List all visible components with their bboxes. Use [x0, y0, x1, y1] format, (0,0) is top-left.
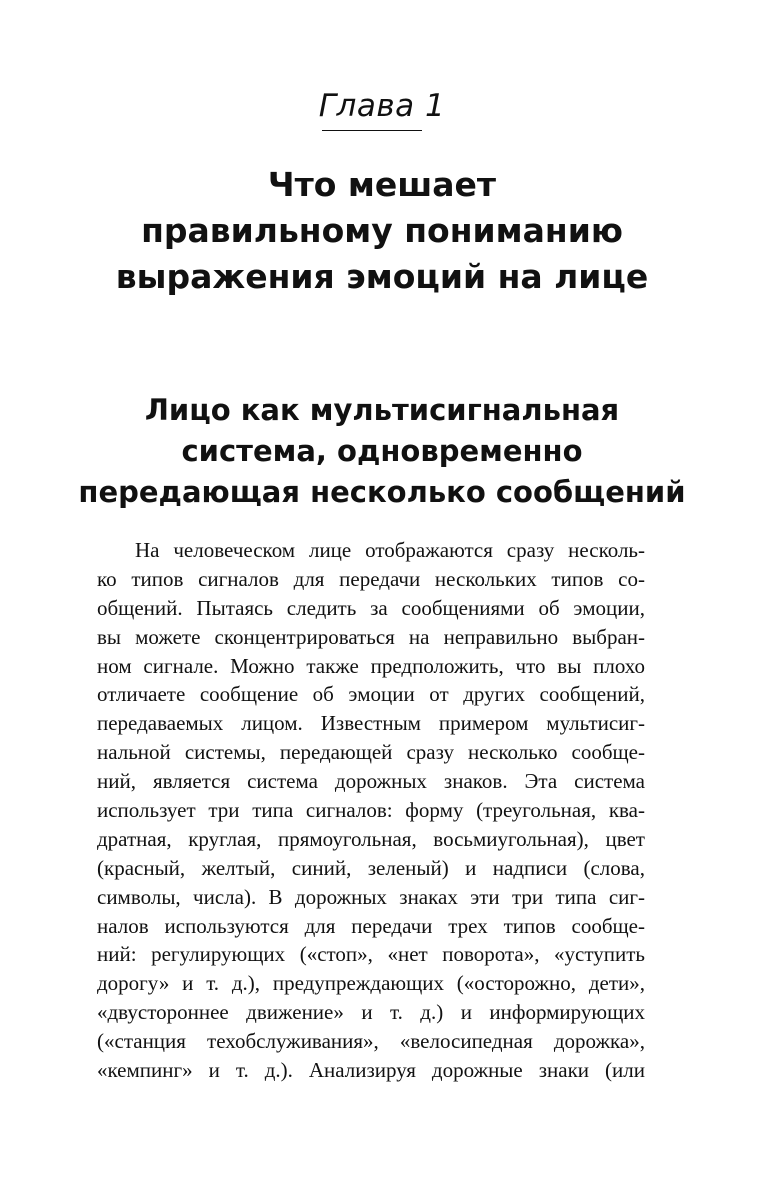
- chapter-title-line: правильному пониманию: [141, 211, 623, 250]
- body-line: использует три типа сигналов: форму (треугольная, ква-: [97, 798, 645, 823]
- body-line: дорогу» и т. д.), предупреждающих («осторожно, дети»,: [97, 971, 645, 996]
- body-line: (красный, желтый, синий, зеленый) и надписи (слова,: [97, 855, 645, 880]
- body-line: ко типов сигналов для передачи нескольких типов со-: [97, 566, 645, 591]
- body-line: дратная, круглая, прямоугольная, восьмиугольная), цвет: [97, 826, 645, 851]
- body-line: («станция техобслуживания», «велосипедная дорожка»,: [97, 1029, 645, 1054]
- body-line: символы, числа). В дорожных знаках эти три типа сиг-: [97, 884, 645, 909]
- section-title: [60, 390, 704, 513]
- section-title-line: передающая несколько сообщений: [78, 475, 686, 509]
- section-title-line: Лицо как мультисигнальная: [144, 393, 620, 427]
- body-line: «двустороннее движение» и т. д.) и информирующих: [97, 1000, 645, 1025]
- body-line: ний, является система дорожных знаков. Эта система: [97, 769, 645, 794]
- body-line: ний: регулирующих («стоп», «нет поворота», «уступить: [97, 942, 645, 967]
- body-line: передаваемых лицом. Известным примером мультисиг-: [97, 711, 645, 736]
- chapter-title-line: выражения эмоций на лице: [115, 257, 649, 296]
- section-title-line: система, одновременно: [181, 434, 583, 468]
- chapter-label-underline: [322, 130, 422, 131]
- body-line: нальной системы, передающей сразу несколько сообще-: [97, 740, 645, 765]
- body-line: вы можете сконцентрироваться на неправильно выбран-: [97, 624, 645, 649]
- body-line: На человеческом лице отображаются сразу несколь-: [135, 538, 645, 562]
- body-line: «кемпинг» и т. д.). Анализируя дорожные знаки (или: [97, 1058, 645, 1083]
- body-line: отличаете сообщение об эмоции от других сообщений,: [97, 682, 645, 707]
- body-line: общений. Пытаясь следить за сообщениями об эмоции,: [97, 595, 645, 620]
- chapter-title: [60, 162, 704, 300]
- chapter-label: Глава 1: [318, 88, 446, 124]
- body-paragraph: [97, 536, 645, 1085]
- body-line: ном сигнале. Можно также предположить, что вы плохо: [97, 653, 645, 678]
- body-line: налов используются для передачи трех типов сообще-: [97, 913, 645, 938]
- chapter-title-line: Что мешает: [267, 165, 497, 204]
